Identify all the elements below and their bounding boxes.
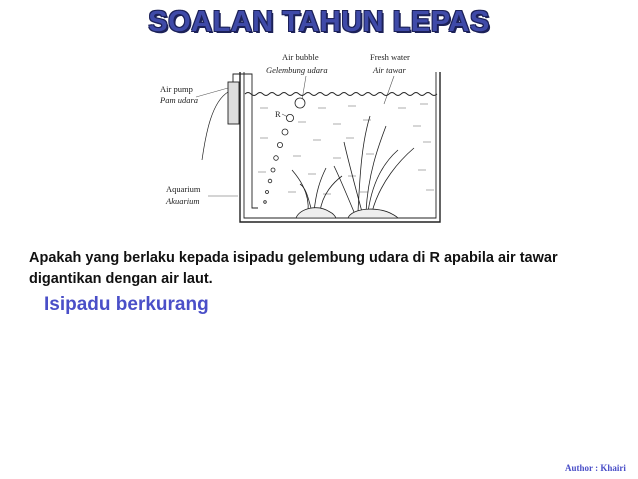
- air-pump-label: Air pump: [160, 84, 193, 94]
- air-bubble-r: [286, 114, 293, 121]
- air-bubble: [282, 129, 288, 135]
- aquarium-label-ms: Akuarium: [166, 196, 200, 206]
- water-surface: [245, 93, 437, 96]
- air-bubble: [266, 191, 269, 194]
- air-bubble: [264, 201, 267, 204]
- question-text: Apakah yang berlaku kepada isipadu gelembung udara di R apabila air tawar digantikan dengan air laut.: [29, 250, 558, 287]
- fresh-water-label-ms: Air tawar: [373, 65, 406, 75]
- air-bubble-label-ms: Gelembung udara: [266, 65, 328, 75]
- air-bubble: [277, 142, 282, 147]
- r-marker-label: R: [275, 109, 281, 119]
- answer-text: Isipadu berkurang: [44, 294, 209, 315]
- air-bubble: [295, 98, 305, 108]
- air-bubble: [268, 179, 272, 183]
- air-bubbles: [264, 98, 305, 203]
- air-bubble: [274, 156, 279, 161]
- air-bubble: [271, 168, 275, 172]
- aquarium-label: Aquarium: [166, 184, 201, 194]
- author-credit: Author : Khairi: [565, 463, 626, 473]
- air-pump-label-ms: Pam udara: [160, 95, 199, 105]
- water-plants: [292, 116, 414, 212]
- slide-title: SOALAN TAHUN LEPAS: [148, 6, 490, 38]
- air-bubble-label: Air bubble: [282, 52, 319, 62]
- air-pump-icon: [202, 74, 258, 208]
- fresh-water-label: Fresh water: [370, 52, 410, 62]
- rocks: [296, 208, 398, 218]
- aquarium-diagram: [148, 42, 448, 232]
